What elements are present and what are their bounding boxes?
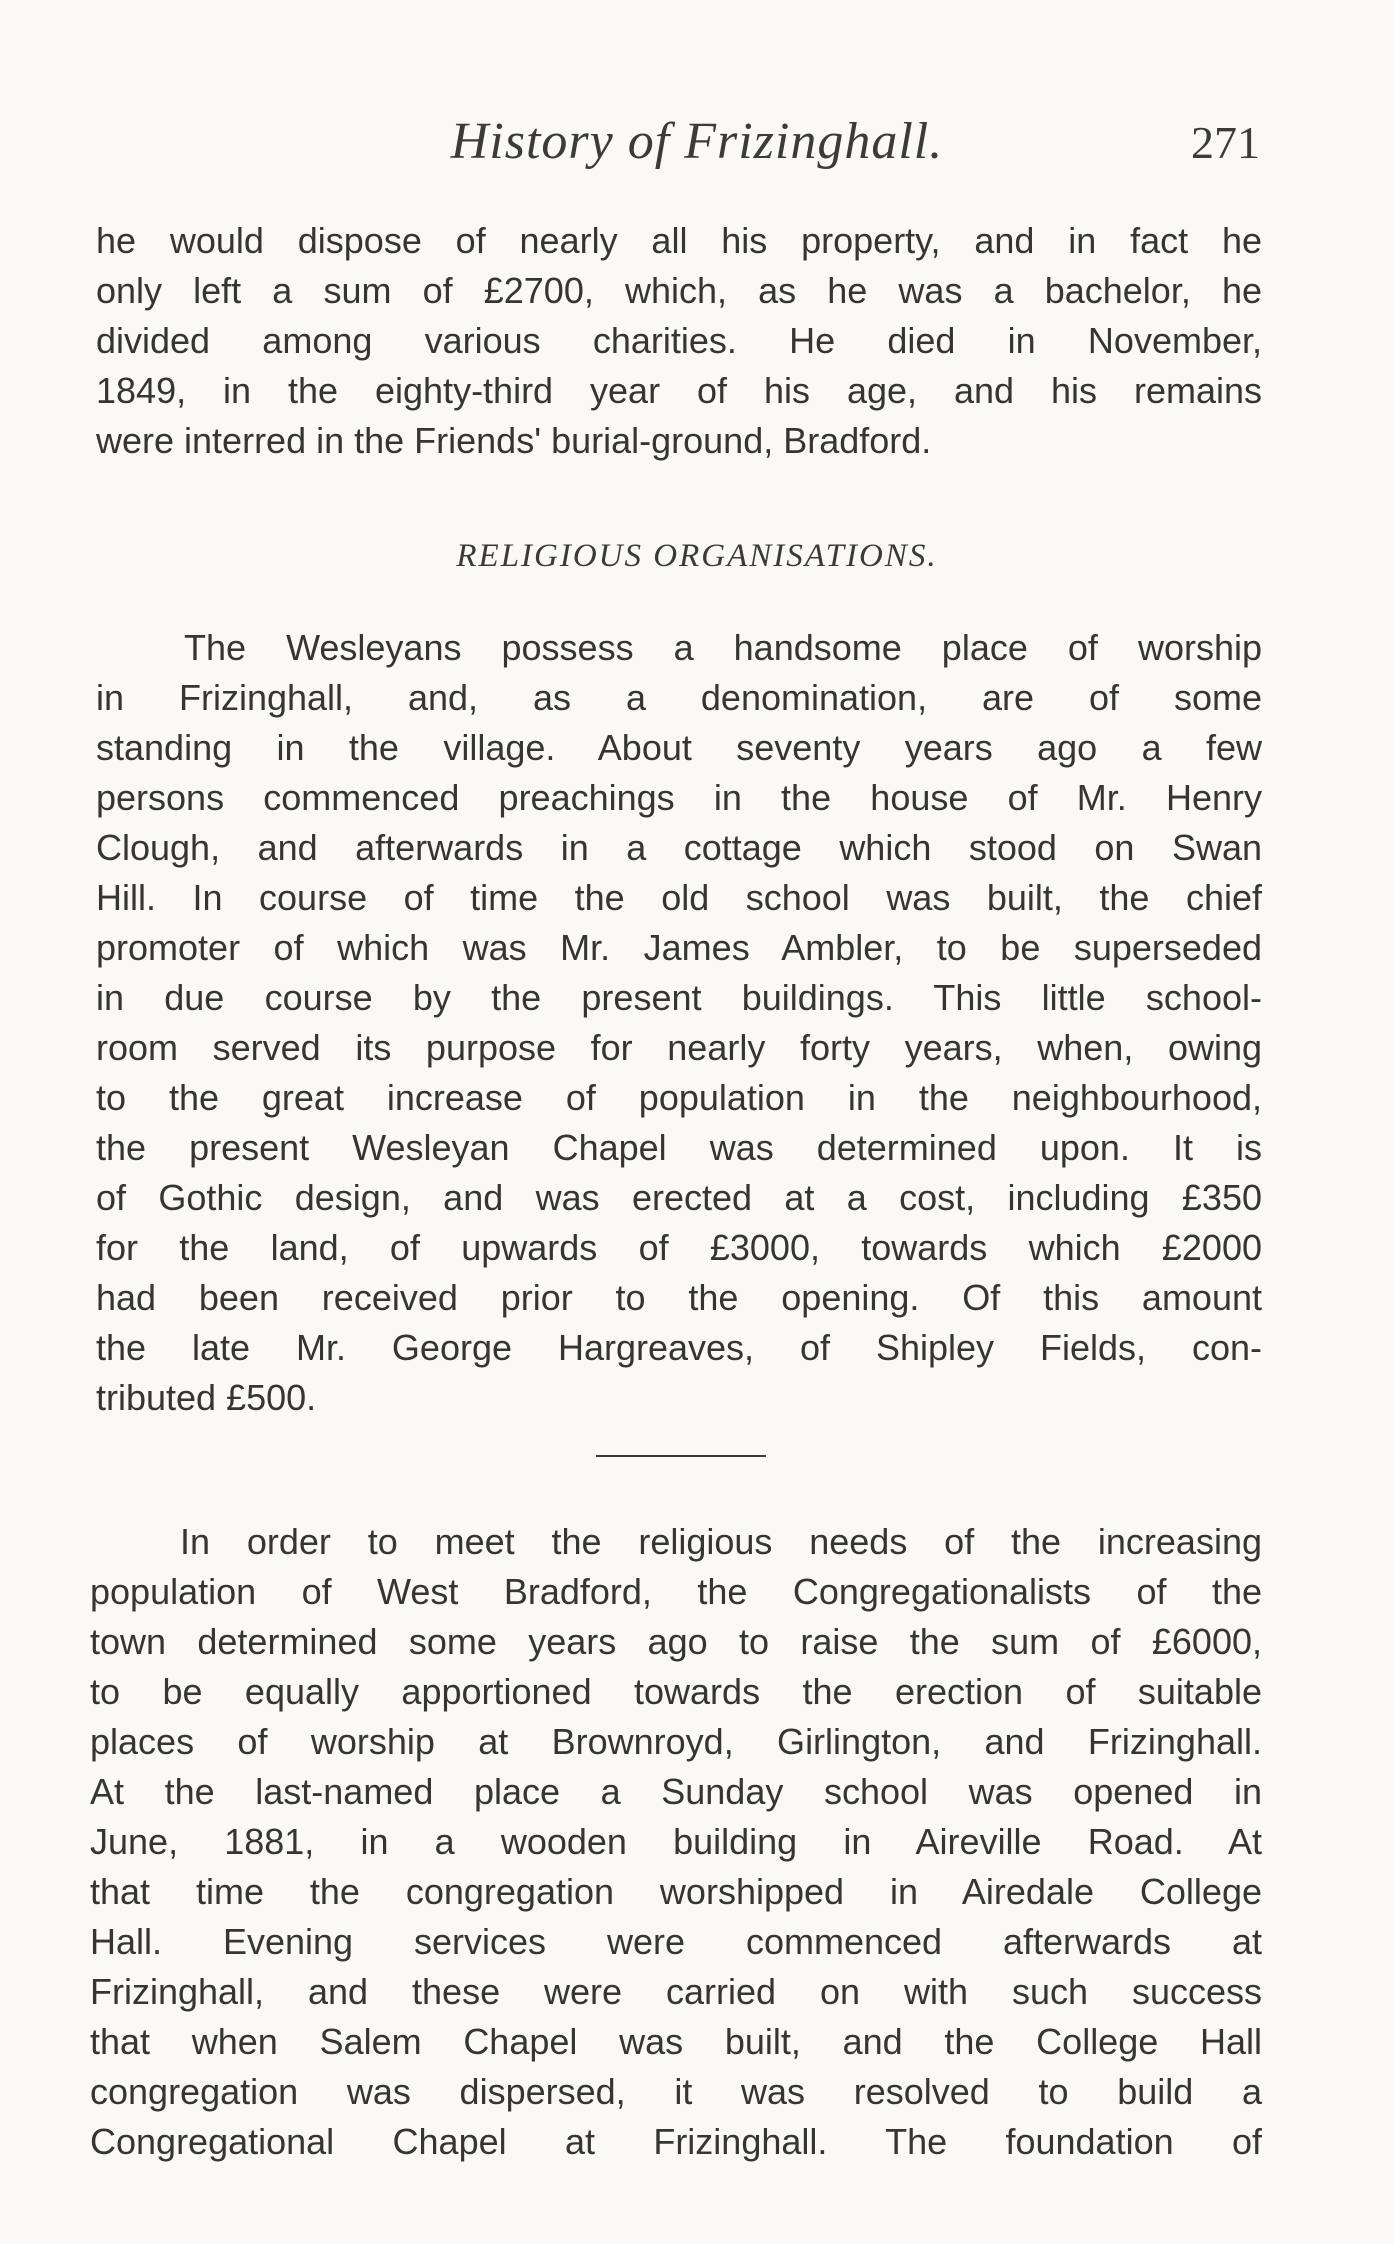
body-text-line: to the great increase of population in the neighbourhood, (96, 1077, 1262, 1118)
body-text-line: Hall. Evening services were commenced afterwards at (90, 1921, 1262, 1962)
body-text-line: At the last-named place a Sunday school was opened in (90, 1771, 1262, 1812)
body-text-line: town determined some years ago to raise the sum of £6000, (90, 1621, 1262, 1662)
body-text-line: of Gothic design, and was erected at a cost, including £350 (96, 1177, 1262, 1218)
body-text-line: were interred in the Friends' burial-ground, Bradford. (96, 420, 932, 461)
body-text-line: in Frizinghall, and, as a denomination, are of some (96, 677, 1262, 718)
body-text-line: to be equally apportioned towards the erection of suitable (90, 1671, 1262, 1712)
body-text-line: tributed £500. (96, 1377, 317, 1418)
body-text-line: promoter of which was Mr. James Ambler, to be superseded (96, 927, 1262, 968)
body-text-line: the late Mr. George Hargreaves, of Shipley Fields, con- (96, 1327, 1262, 1368)
body-text-line: In order to meet the religious needs of the increasing (180, 1521, 1262, 1562)
body-text-line: he would dispose of nearly all his property, and in fact he (96, 220, 1262, 261)
body-text-line: only left a sum of £2700, which, as he was a bachelor, he (96, 270, 1262, 311)
body-text-line: congregation was dispersed, it was resolved to build a (90, 2071, 1262, 2112)
body-text-line: Hill. In course of time the old school was built, the chief (96, 877, 1262, 918)
body-text-line: room served its purpose for nearly forty years, when, owing (96, 1027, 1262, 1068)
section-heading: RELIGIOUS ORGANISATIONS. (456, 538, 938, 574)
body-text-line: The Wesleyans possess a handsome place of worship (184, 627, 1262, 668)
body-text-line: 1849, in the eighty-third year of his age, and his remains (96, 370, 1262, 411)
body-text-line: in due course by the present buildings. This little school- (96, 977, 1262, 1018)
body-text-line: for the land, of upwards of £3000, towards which £2000 (96, 1227, 1262, 1268)
body-text-line: places of worship at Brownroyd, Girlington, and Frizinghall. (90, 1721, 1262, 1762)
body-text-line: Congregational Chapel at Frizinghall. The foundation of (90, 2121, 1262, 2162)
body-text-line: had been received prior to the opening. Of this amount (96, 1277, 1262, 1318)
body-text-line: Clough, and afterwards in a cottage which stood on Swan (96, 827, 1262, 868)
running-title: History of Frizinghall. (450, 113, 944, 170)
body-text-line: that time the congregation worshipped in Airedale College (90, 1871, 1262, 1912)
body-text-line: population of West Bradford, the Congregationalists of the (90, 1571, 1262, 1612)
body-text-line: standing in the village. About seventy years ago a few (96, 727, 1262, 768)
body-text-line: June, 1881, in a wooden building in Aireville Road. At (90, 1821, 1262, 1862)
body-text-line: divided among various charities. He died in November, (96, 320, 1262, 361)
section-separator (596, 1455, 766, 1457)
body-text-line: persons commenced preachings in the house of Mr. Henry (96, 777, 1262, 818)
page-number: 271 (1191, 117, 1260, 168)
page-header (0, 112, 1394, 182)
body-text-line: Frizinghall, and these were carried on with such success (90, 1971, 1262, 2012)
body-text-line: the present Wesleyan Chapel was determined upon. It is (96, 1127, 1262, 1168)
body-text-line: that when Salem Chapel was built, and the College Hall (90, 2021, 1262, 2062)
